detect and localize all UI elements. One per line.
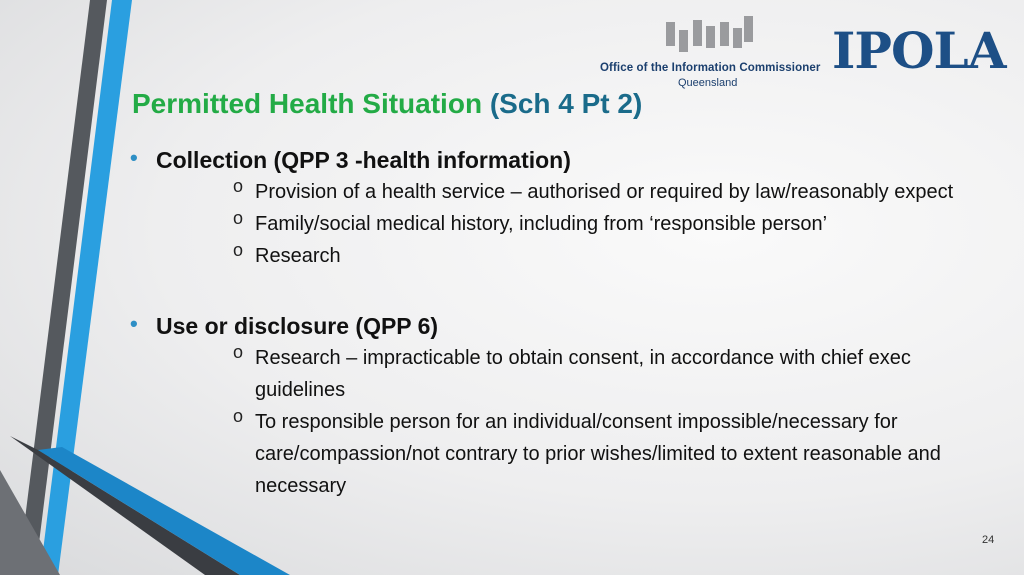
slide-title-main: Permitted Health Situation — [132, 88, 483, 119]
ipola-logo: IPOLA — [832, 21, 1006, 80]
oic-org-region: Queensland — [678, 77, 738, 89]
slide-content — [130, 144, 990, 502]
bullet-use-disclosure: • Use or disclosure (QPP 6) — [130, 310, 990, 342]
bullet-collection: • Collection (QPP 3 -health information) — [130, 144, 990, 176]
slide-title-reference: (Sch 4 Pt 2) — [489, 88, 643, 119]
oic-logo-icon — [666, 16, 756, 58]
sub-bullet-research-consent: o Research – impracticable to obtain consent, in accordance with chief exec guidelines — [233, 342, 990, 406]
slide-title — [132, 88, 642, 120]
sub-bullet-research: o Research — [233, 240, 990, 272]
sub-bullet-health-service: o Provision of a health service – authorised or required by law/reasonably expect — [233, 176, 990, 208]
page-number: 24 — [982, 534, 995, 546]
oic-org-name: Office of the Information Commissioner — [600, 62, 821, 74]
sub-bullet-responsible-person: o To responsible person for an individual/consent impossible/necessary for care/compassion/not contrary to prior wishes/limited to extent reasonable and necessary — [233, 406, 990, 502]
sub-bullet-family-history: o Family/social medical history, including from ‘responsible person’ — [233, 208, 990, 240]
